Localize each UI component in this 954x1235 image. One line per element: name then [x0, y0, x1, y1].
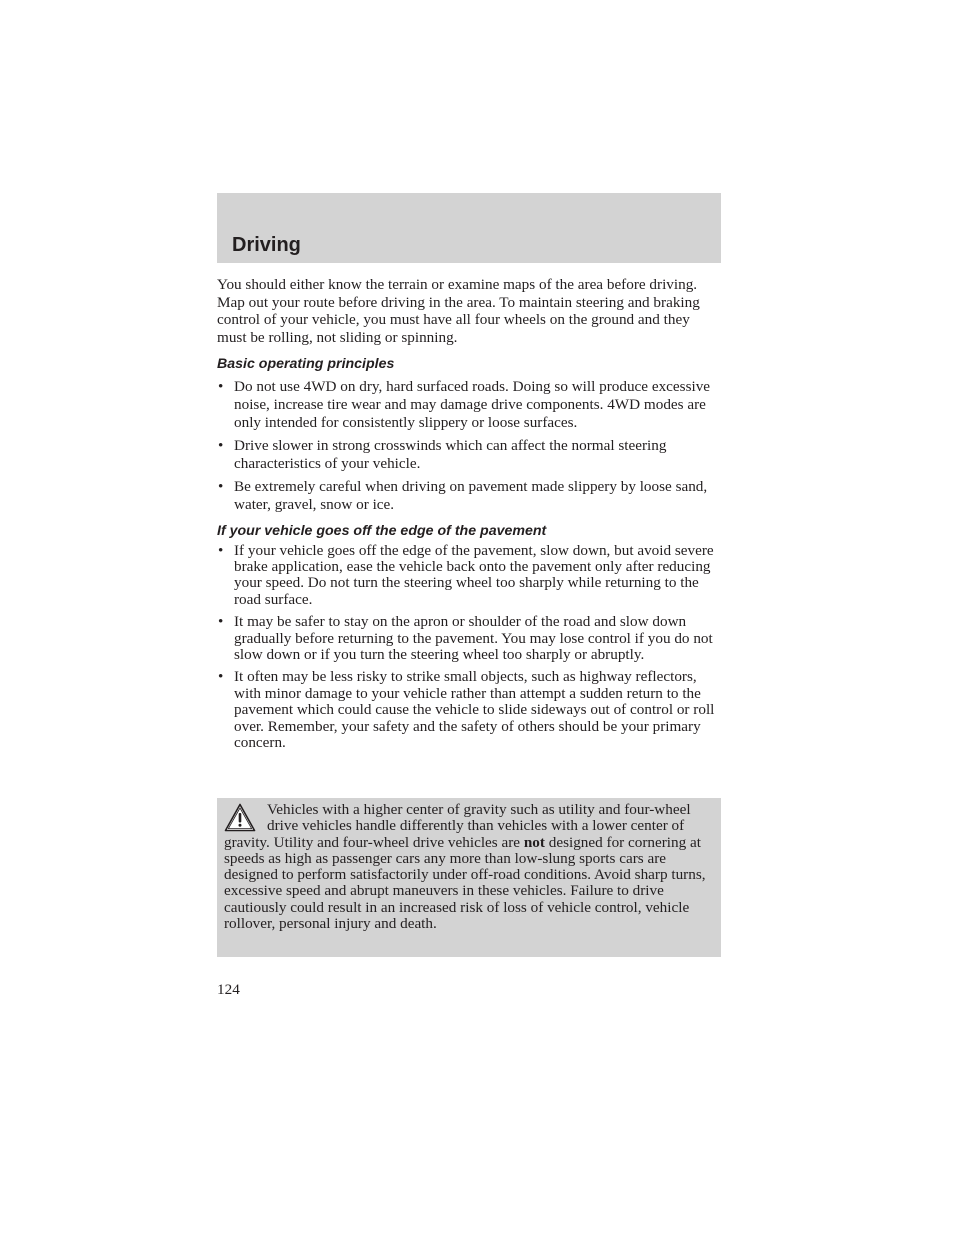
section-heading-basic-principles: Basic operating principles: [217, 356, 395, 373]
list-item: [217, 669, 723, 751]
bullet-icon: •: [218, 378, 224, 396]
bullet-icon: •: [218, 478, 224, 496]
list-item: [217, 614, 723, 663]
warning-box: [217, 798, 721, 957]
section-heading-off-pavement: If your vehicle goes off the edge of the pavement: [217, 522, 547, 539]
warning-emphasis: not: [523, 833, 545, 851]
list-item-text: Do not use 4WD on dry, hard surfaced roads. Doing so will produce excessive noise, increase tire wear and may damage drive components. 4WD modes are only intended for consistently slippery or loose surfaces.: [234, 378, 711, 431]
main-content: [217, 276, 723, 757]
warning-text: [224, 802, 716, 932]
list-item-text: Be extremely careful when driving on pavement made slippery by loose sand, water, gravel, snow or ice.: [234, 478, 708, 513]
section-title: Driving: [232, 234, 301, 256]
bullet-icon: •: [218, 437, 224, 455]
intro-paragraph: You should either know the terrain or examine maps of the area before driving. Map out your route before driving in the area. To maintain steering and braking control of your vehicle, you must have all four wheels on the ground and they must be rolling, not sliding or spinning.: [217, 276, 700, 346]
off-pavement-list: [217, 543, 723, 752]
list-item-text: Drive slower in strong crosswinds which can affect the normal steering characteristics of your vehicle.: [234, 437, 667, 472]
basic-principles-list: [217, 378, 723, 513]
page-number: 124: [217, 981, 240, 998]
list-item: [217, 543, 723, 609]
warning-text-part: Vehicles with a higher center of gravity such as utility and four-wheel drive vehicles handle differently than vehicles with a lower center of gravity. Utility and four-wheel drive vehicles are: [224, 801, 691, 851]
bullet-icon: •: [218, 668, 224, 686]
list-item: [217, 437, 723, 472]
warning-text-part: designed for cornering at speeds as high as passenger cars any more than low-slung sports cars are designed to perform satisfactorily under off-road conditions. Avoid sharp turns, excessive speed and abrupt maneuvers in these vehicles. Failure to drive cautiously could result in an increased risk of loss of vehicle control, vehicle rollover, personal injury and death.: [224, 833, 706, 933]
section-header-band: [217, 193, 721, 263]
list-item: [217, 478, 723, 513]
bullet-icon: •: [218, 613, 224, 631]
list-item-text: If your vehicle goes off the edge of the pavement, slow down, but avoid severe brake application, ease the vehicle back onto the pavement only after reducing your speed. Do not turn the steering wheel too sharply while returning to the road surface.: [234, 541, 714, 608]
list-item-text: It often may be less risky to strike small objects, such as highway reflectors, with minor damage to your vehicle rather than attempt a sudden return to the pavement which could cause the vehicle to slide sideways out of control or roll over. Remember, your safety and the safety of others should be your primary concern.: [234, 668, 715, 751]
list-item: [217, 378, 723, 431]
list-item-text: It may be safer to stay on the apron or shoulder of the road and slow down gradually before returning to the pavement. You may lose control if you do not slow down or if you turn the steering wheel too sharply or abruptly.: [234, 613, 713, 663]
bullet-icon: •: [218, 541, 224, 559]
